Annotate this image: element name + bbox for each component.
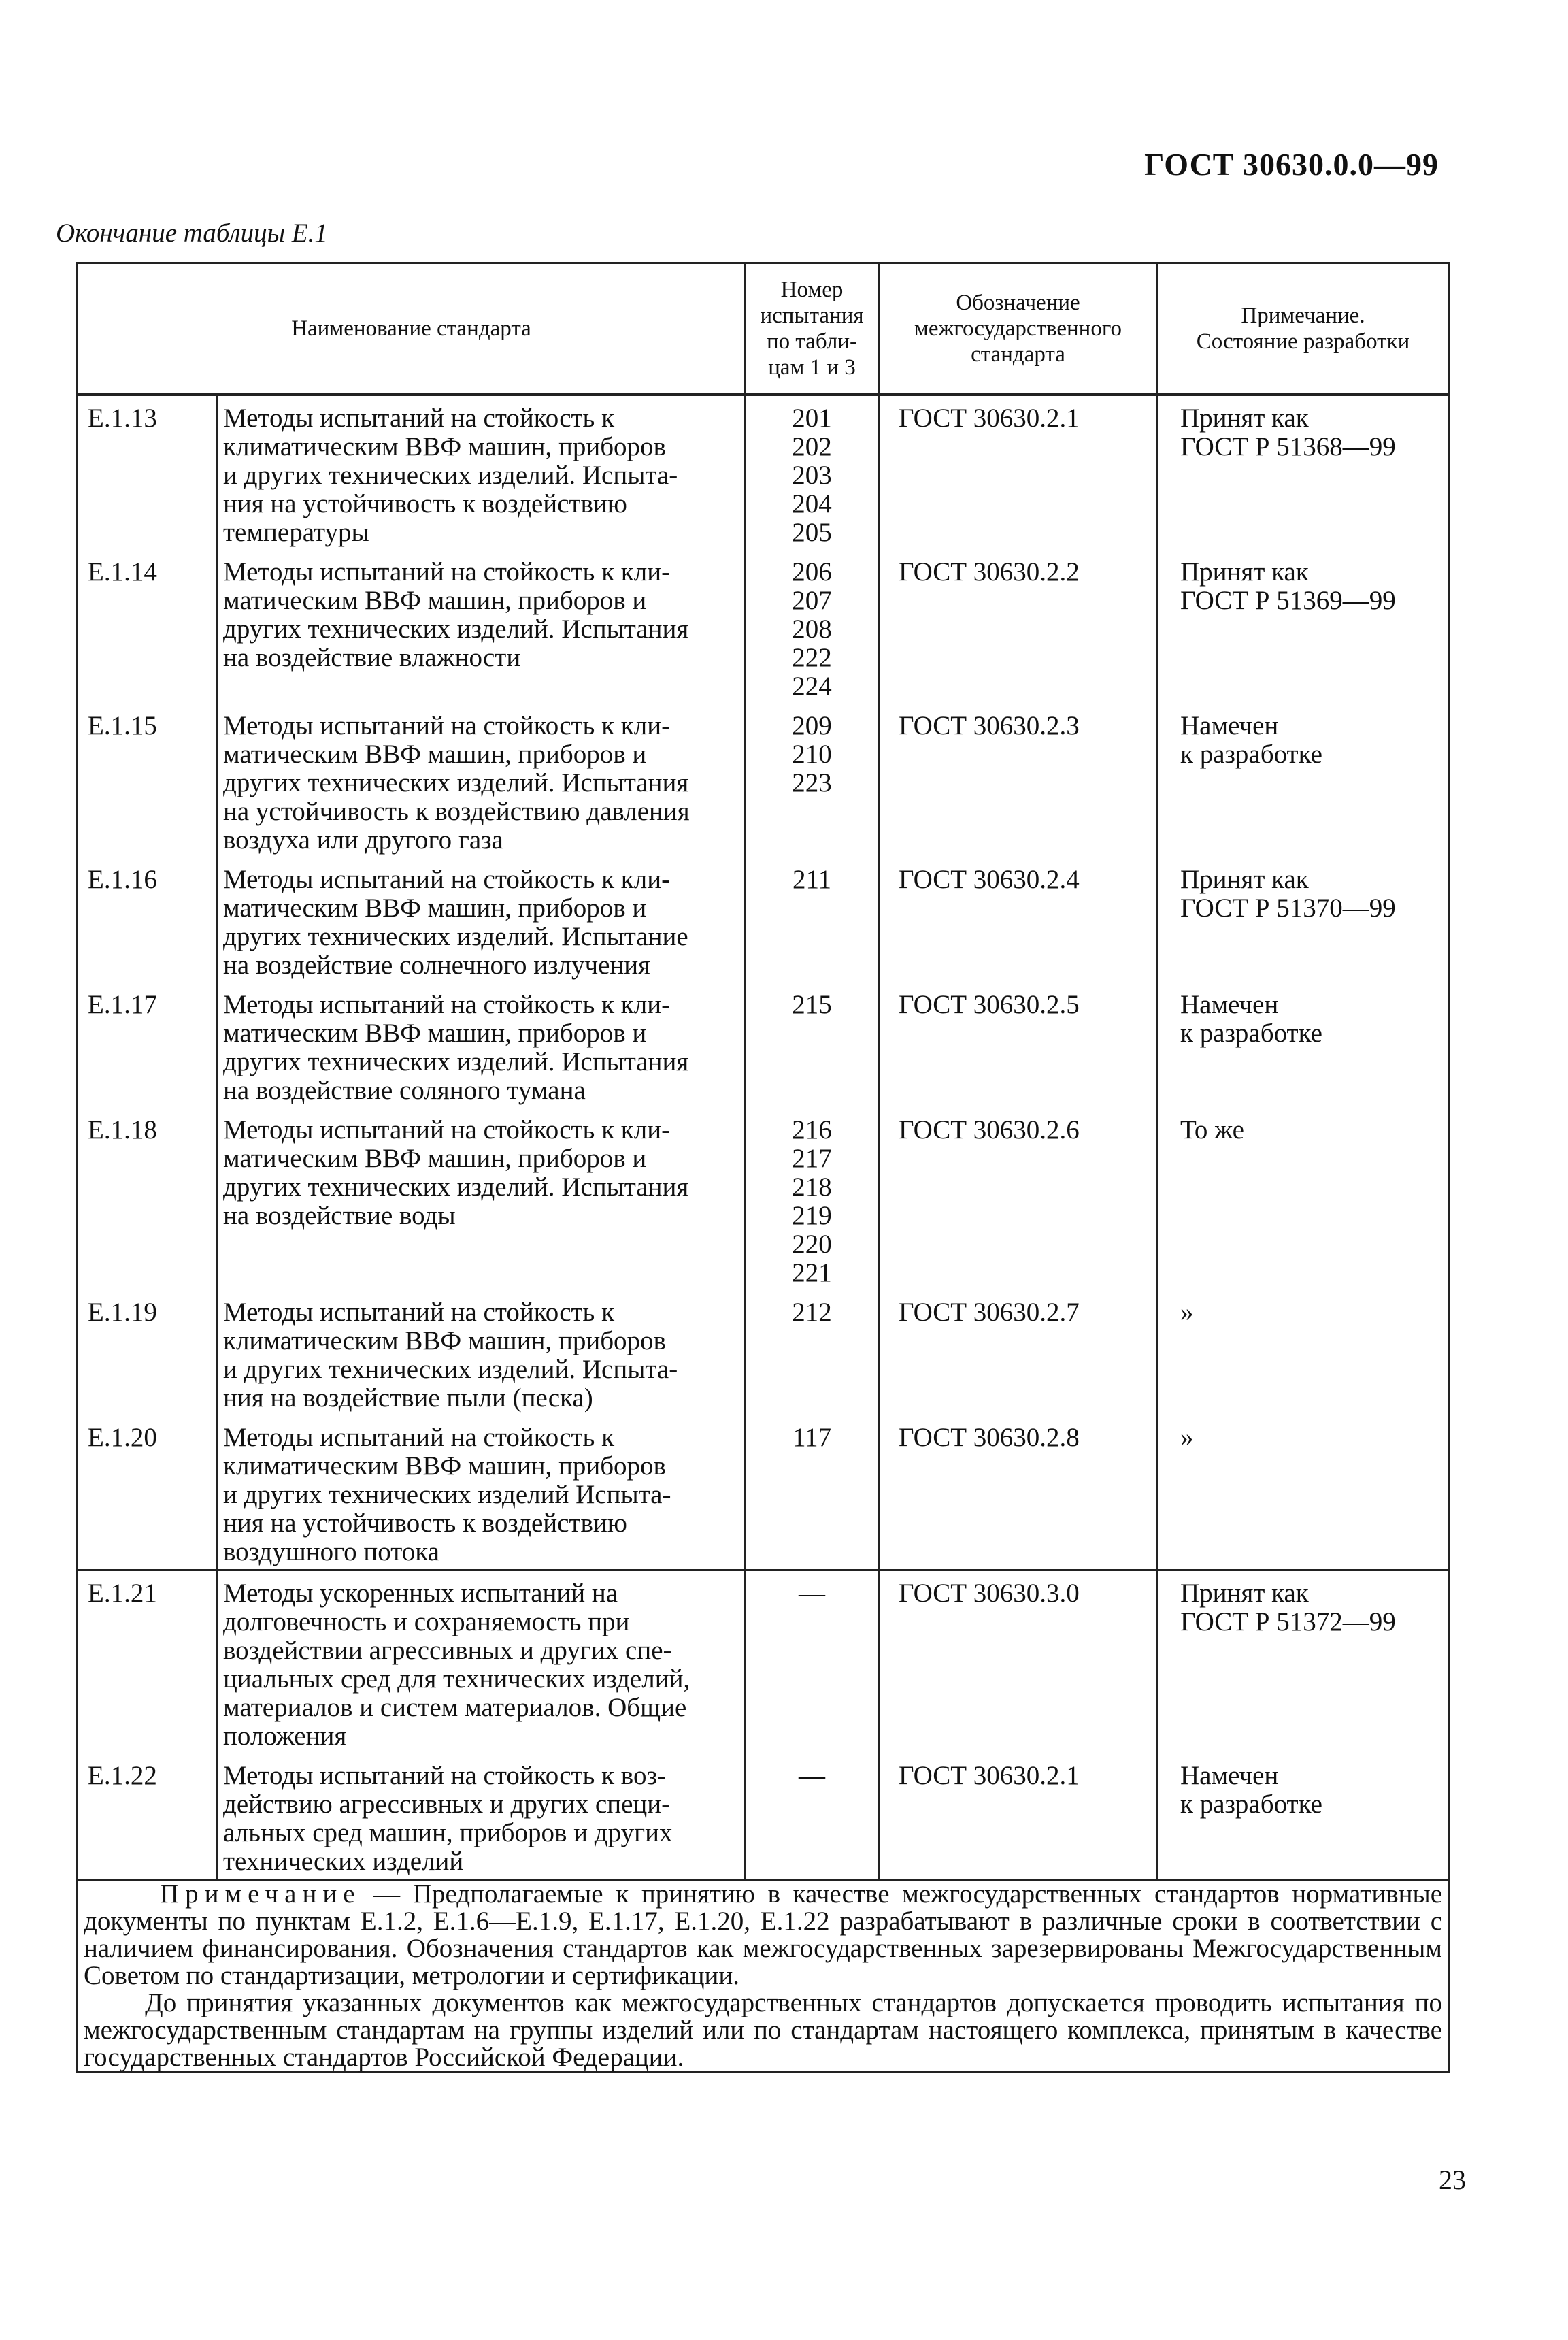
row-standard-name xyxy=(217,1570,746,1754)
row-standard-name xyxy=(217,1415,746,1570)
tests-line: 203 xyxy=(792,461,832,490)
table-row xyxy=(78,857,1449,983)
table-row xyxy=(78,983,1449,1108)
table-row xyxy=(78,1570,1449,1754)
row-standard-name xyxy=(217,857,746,983)
row-test-numbers xyxy=(746,1108,879,1290)
tests-line: 220 xyxy=(792,1230,832,1259)
note-line: » xyxy=(1180,1298,1194,1327)
row-standard-name xyxy=(217,983,746,1108)
footnote xyxy=(78,1880,1449,2073)
note-line: Принят как xyxy=(1180,1579,1309,1608)
row-code: Е.1.20 xyxy=(78,1415,217,1570)
row-status-note xyxy=(1158,1570,1449,1754)
name-line: на воздействие воды xyxy=(223,1201,456,1230)
col-header-name: Наименование стандарта xyxy=(78,263,746,395)
col-header-designation: Обозначение межгосударственного стандарта xyxy=(879,263,1158,395)
tests-line: 215 xyxy=(792,990,832,1019)
name-line: других технических изделий. Испытания xyxy=(223,768,689,797)
name-line: ния на устойчивость к воздействию xyxy=(223,1509,627,1538)
name-line: воздушного потока xyxy=(223,1537,439,1566)
row-test-numbers xyxy=(746,1415,879,1570)
tests-line: 206 xyxy=(792,557,832,587)
name-line: на устойчивость к воздействию давления xyxy=(223,797,690,826)
name-line: циальных сред для технических изделий, xyxy=(223,1664,690,1694)
note-line: То же xyxy=(1180,1115,1244,1144)
table-row xyxy=(78,395,1449,550)
tests-line: 208 xyxy=(792,614,832,644)
row-designation: ГОСТ 30630.3.0 xyxy=(879,1570,1158,1754)
table-row xyxy=(78,704,1449,857)
name-line: Методы испытаний на стойкость к кли- xyxy=(223,1115,671,1144)
tests-line: — xyxy=(799,1579,825,1608)
tests-line: 221 xyxy=(792,1258,832,1287)
name-line: матическим ВВФ машин, приборов и xyxy=(223,740,647,769)
name-line: и других технических изделий Испыта- xyxy=(223,1480,671,1509)
note-line: Принят как xyxy=(1180,403,1309,433)
table-row xyxy=(78,1753,1449,1880)
row-status-note xyxy=(1158,550,1449,704)
name-line: матическим ВВФ машин, приборов и xyxy=(223,1144,647,1173)
col-header-test-number: Номер испытания по табли- цам 1 и 3 xyxy=(746,263,879,395)
note-line: Намечен xyxy=(1180,711,1279,740)
row-status-note xyxy=(1158,704,1449,857)
name-line: положения xyxy=(223,1721,347,1751)
tests-line: — xyxy=(799,1761,825,1790)
name-line: температуры xyxy=(223,518,369,547)
table-row xyxy=(78,550,1449,704)
row-code: Е.1.21 xyxy=(78,1570,217,1754)
row-test-numbers xyxy=(746,983,879,1108)
footnote-text-1: — Предполагаемые к принятию в качестве межгосударственных стандартов нормативные документы по пунктам Е.1.2, Е.1.6—Е.1.9, Е.1.17, Е.1.20, Е.1.22 разрабатывают в различные сроки в соответствии с наличием финансирования. Обозначения стандартов как межгосударственных зарезервированы Межгосударственным Советом по стандартизации, метрологии и сертификации. xyxy=(84,1879,1443,1990)
name-line: действию агрессивных и других специ- xyxy=(223,1790,671,1819)
row-status-note xyxy=(1158,1753,1449,1880)
row-designation: ГОСТ 30630.2.6 xyxy=(879,1108,1158,1290)
name-line: Методы ускоренных испытаний на xyxy=(223,1579,618,1608)
name-line: климатическим ВВФ машин, приборов xyxy=(223,432,666,461)
row-status-note xyxy=(1158,1108,1449,1290)
name-line: других технических изделий. Испытания xyxy=(223,1172,689,1202)
name-line: матическим ВВФ машин, приборов и xyxy=(223,893,647,923)
note-line: ГОСТ Р 51368—99 xyxy=(1180,432,1396,461)
tests-line: 211 xyxy=(792,865,832,894)
row-test-numbers xyxy=(746,395,879,550)
row-code: Е.1.22 xyxy=(78,1753,217,1880)
tests-line: 212 xyxy=(792,1298,832,1327)
name-line: других технических изделий. Испытания xyxy=(223,614,689,644)
row-designation: ГОСТ 30630.2.8 xyxy=(879,1415,1158,1570)
name-line: климатическим ВВФ машин, приборов xyxy=(223,1451,666,1481)
footnote-paragraph-1 xyxy=(84,1881,1442,1990)
standards-table xyxy=(76,262,1450,2073)
note-line: Принят как xyxy=(1180,865,1309,894)
row-standard-name xyxy=(217,704,746,857)
row-status-note xyxy=(1158,857,1449,983)
table-caption: Окончание таблицы Е.1 xyxy=(56,218,328,248)
row-code: Е.1.14 xyxy=(78,550,217,704)
name-line: Методы испытаний на стойкость к xyxy=(223,403,615,433)
row-status-note xyxy=(1158,983,1449,1108)
row-code: Е.1.15 xyxy=(78,704,217,857)
name-line: на воздействие солнечного излучения xyxy=(223,951,651,980)
name-line: матическим ВВФ машин, приборов и xyxy=(223,1019,647,1048)
note-line: к разработке xyxy=(1180,740,1322,769)
tests-line: 216 xyxy=(792,1115,832,1144)
note-line: к разработке xyxy=(1180,1790,1322,1819)
tests-line: 201 xyxy=(792,403,832,433)
tests-line: 210 xyxy=(792,740,832,769)
footnote-label: Примечание xyxy=(159,1879,361,1909)
note-line: » xyxy=(1180,1423,1194,1452)
row-status-note xyxy=(1158,395,1449,550)
tests-line: 205 xyxy=(792,518,832,547)
footnote-text-2: До принятия указанных документов как межгосударственных стандартов допускается проводить испытания по межгосударственным стандартам на группы изделий или по стандартам настоящего комплекса, принятым в качестве государственных стандартов Российской Федерации. xyxy=(84,1988,1443,2072)
name-line: на воздействие соляного тумана xyxy=(223,1076,586,1105)
name-line: долговечность и сохраняемость при xyxy=(223,1607,630,1636)
tests-line: 202 xyxy=(792,432,832,461)
tests-line: 217 xyxy=(792,1144,832,1173)
footnote-paragraph-2 xyxy=(84,1990,1442,2071)
row-designation: ГОСТ 30630.2.1 xyxy=(879,1753,1158,1880)
row-test-numbers xyxy=(746,550,879,704)
note-line: к разработке xyxy=(1180,1019,1322,1048)
name-line: и других технических изделий. Испыта- xyxy=(223,461,678,490)
name-line: Методы испытаний на стойкость к xyxy=(223,1423,615,1452)
footnote-row xyxy=(78,1880,1449,2073)
row-status-note xyxy=(1158,1415,1449,1570)
table-row xyxy=(78,1415,1449,1570)
name-line: материалов и систем материалов. Общие xyxy=(223,1693,687,1722)
name-line: воздействии агрессивных и других спе- xyxy=(223,1636,672,1665)
name-line: матическим ВВФ машин, приборов и xyxy=(223,586,647,615)
row-test-numbers xyxy=(746,1753,879,1880)
row-test-numbers xyxy=(746,1570,879,1754)
name-line: воздуха или другого газа xyxy=(223,825,503,855)
name-line: Методы испытаний на стойкость к кли- xyxy=(223,990,671,1019)
row-designation: ГОСТ 30630.2.2 xyxy=(879,550,1158,704)
tests-line: 223 xyxy=(792,768,832,797)
name-line: других технических изделий. Испытание xyxy=(223,922,688,951)
tests-line: 204 xyxy=(792,489,832,518)
tests-line: 117 xyxy=(792,1423,832,1452)
name-line: на воздействие влажности xyxy=(223,643,521,672)
note-line: Намечен xyxy=(1180,990,1279,1019)
row-test-numbers xyxy=(746,704,879,857)
note-line: Принят как xyxy=(1180,557,1309,587)
name-line: ния на воздействие пыли (песка) xyxy=(223,1383,593,1413)
tests-line: 222 xyxy=(792,643,832,672)
row-test-numbers xyxy=(746,1290,879,1415)
tests-line: 224 xyxy=(792,672,832,701)
name-line: Методы испытаний на стойкость к кли- xyxy=(223,557,671,587)
name-line: альных сред машин, приборов и других xyxy=(223,1818,673,1847)
row-standard-name xyxy=(217,395,746,550)
name-line: Методы испытаний на стойкость к кли- xyxy=(223,865,671,894)
name-line: и других технических изделий. Испыта- xyxy=(223,1355,678,1384)
page-number: 23 xyxy=(1439,2164,1466,2195)
row-designation: ГОСТ 30630.2.5 xyxy=(879,983,1158,1108)
row-designation: ГОСТ 30630.2.1 xyxy=(879,395,1158,550)
row-code: Е.1.18 xyxy=(78,1108,217,1290)
name-line: Методы испытаний на стойкость к кли- xyxy=(223,711,671,740)
row-test-numbers xyxy=(746,857,879,983)
row-code: Е.1.17 xyxy=(78,983,217,1108)
row-standard-name xyxy=(217,1290,746,1415)
row-designation: ГОСТ 30630.2.4 xyxy=(879,857,1158,983)
note-line: ГОСТ Р 51372—99 xyxy=(1180,1607,1396,1636)
row-designation: ГОСТ 30630.2.3 xyxy=(879,704,1158,857)
name-line: других технических изделий. Испытания xyxy=(223,1047,689,1076)
note-line: ГОСТ Р 51369—99 xyxy=(1180,586,1396,615)
tests-line: 218 xyxy=(792,1172,832,1202)
row-status-note xyxy=(1158,1290,1449,1415)
table-body xyxy=(78,395,1449,1880)
row-designation: ГОСТ 30630.2.7 xyxy=(879,1290,1158,1415)
row-standard-name xyxy=(217,1753,746,1880)
row-code: Е.1.13 xyxy=(78,395,217,550)
document-code: ГОСТ 30630.0.0—99 xyxy=(1144,147,1439,182)
table-row xyxy=(78,1290,1449,1415)
note-line: ГОСТ Р 51370—99 xyxy=(1180,893,1396,923)
standards-table-frame xyxy=(76,262,1448,2115)
col-header-note: Примечание. Состояние разработки xyxy=(1158,263,1449,395)
row-code: Е.1.16 xyxy=(78,857,217,983)
row-standard-name xyxy=(217,550,746,704)
table-header-row xyxy=(78,263,1449,395)
name-line: технических изделий xyxy=(223,1847,464,1876)
note-line: Намечен xyxy=(1180,1761,1279,1790)
name-line: климатическим ВВФ машин, приборов xyxy=(223,1326,666,1355)
row-code: Е.1.19 xyxy=(78,1290,217,1415)
name-line: ния на устойчивость к воздействию xyxy=(223,489,627,518)
table-row xyxy=(78,1108,1449,1290)
tests-line: 207 xyxy=(792,586,832,615)
tests-line: 209 xyxy=(792,711,832,740)
name-line: Методы испытаний на стойкость к xyxy=(223,1298,615,1327)
name-line: Методы испытаний на стойкость к воз- xyxy=(223,1761,666,1790)
tests-line: 219 xyxy=(792,1201,832,1230)
row-standard-name xyxy=(217,1108,746,1290)
